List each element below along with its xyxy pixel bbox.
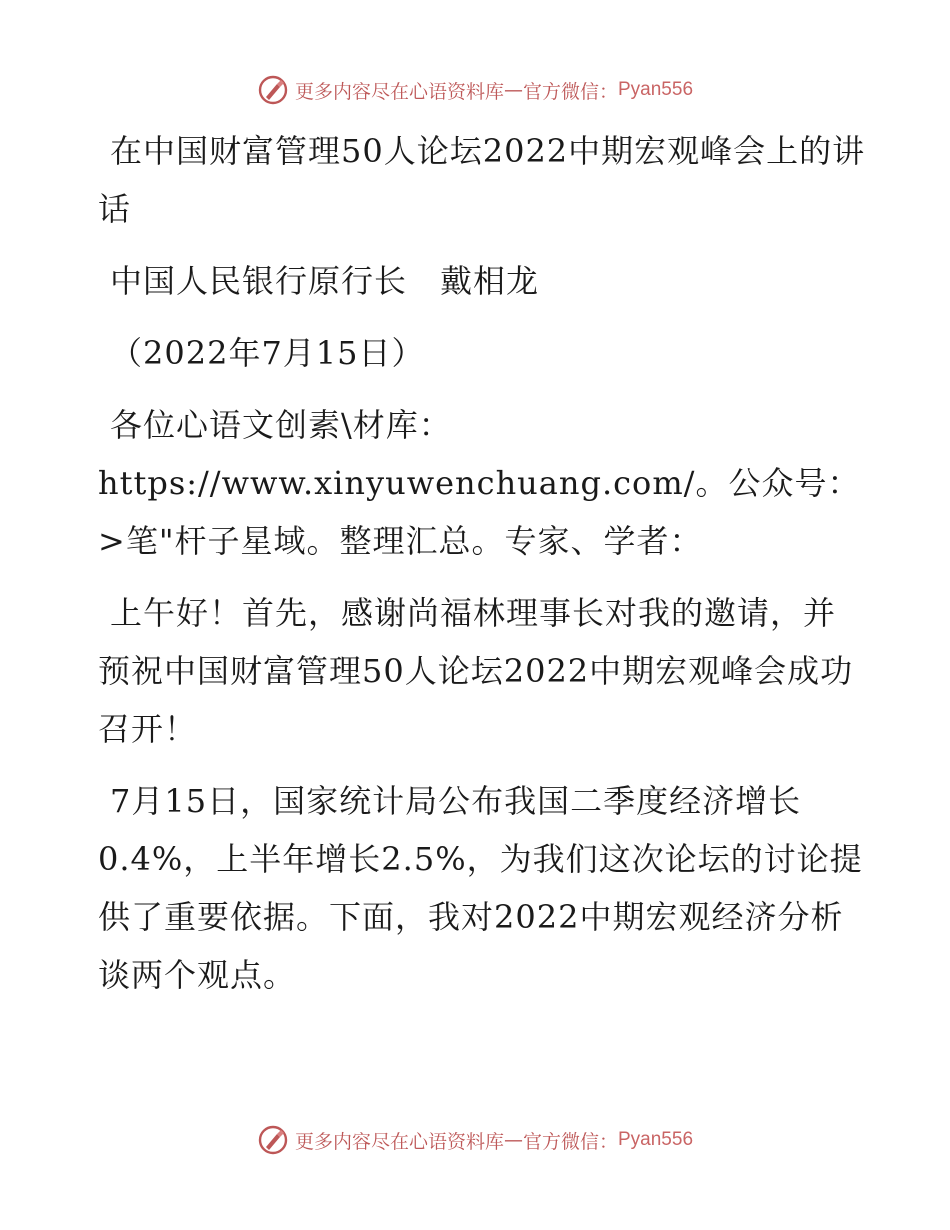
document-date: （2022年7月15日） [110, 334, 425, 372]
watermark-wechat-id: Pyan556 [618, 1129, 694, 1150]
watermark-wechat-label: 官方微信： [522, 1130, 618, 1153]
watermark-text: 更多内容尽在心语资料库 [294, 1130, 504, 1153]
watermark-separator: — [503, 79, 523, 101]
header-watermark [0, 74, 950, 106]
watermark-wechat-label: 官方微信： [522, 80, 618, 103]
watermark-separator: — [503, 1129, 523, 1151]
watermark-wechat-id: Pyan556 [618, 79, 694, 100]
document-body [98, 122, 868, 1018]
footer-watermark [0, 1124, 950, 1156]
pen-logo-icon [257, 1124, 289, 1156]
watermark-text: 更多内容尽在心语资料库 [294, 80, 504, 103]
paragraph-2: 上午好！首先，感谢尚福林理事长对我的邀请，并预祝中国财富管理50人论坛2022中期宏观峰会成功召开！ [98, 594, 854, 748]
paragraph-3: 7月15日，国家统计局公布我国二季度经济增长0.4%，上半年增长2.5%，为我们这次论坛的讨论提供了重要依据。下面，我对2022中期宏观经济分析谈两个观点。 [98, 782, 863, 994]
paragraph-1: 各位心语文创素\材库：https://www.xinyuwenchuang.com/。公众号：>笔"杆子星域。整理汇总。专家、学者： [98, 406, 861, 560]
pen-logo-icon [257, 74, 289, 106]
document-title: 在中国财富管理50人论坛2022中期宏观峰会上的讲话 [98, 132, 866, 228]
document-author: 中国人民银行原行长 戴相龙 [110, 262, 540, 300]
